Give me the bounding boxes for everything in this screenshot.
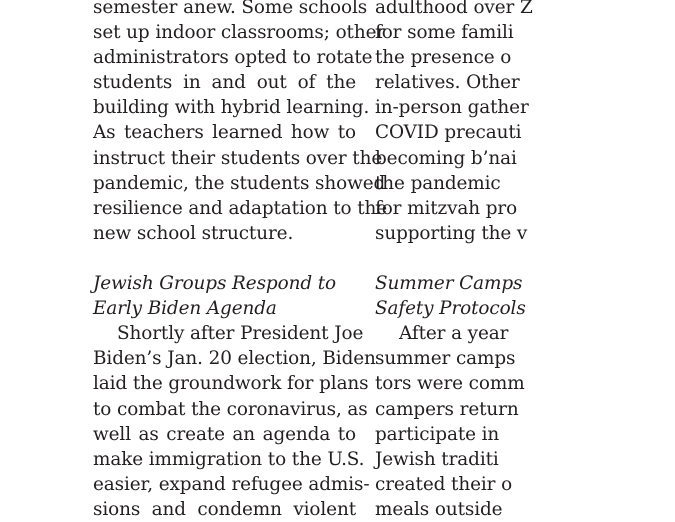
- text-line: After a year: [399, 323, 509, 345]
- text-line: becoming b’nai: [375, 147, 517, 169]
- text-line: COVID precauti: [375, 122, 522, 144]
- paragraph-gap: [93, 246, 356, 271]
- text-line: pandemic, the students showed: [93, 172, 386, 194]
- text-line: sions and condemn violent: [93, 498, 356, 520]
- text-line: building with hybrid learning.: [93, 97, 370, 119]
- text-line: well as create an agenda to: [93, 423, 356, 445]
- text-line: semester anew. Some schools: [93, 0, 368, 18]
- text-line: campers return: [375, 398, 519, 420]
- paragraph-biden-agenda: [93, 321, 376, 522]
- text-line: students in and out of the: [93, 72, 356, 94]
- text-line: summer camps: [375, 348, 516, 370]
- paragraph-mitzvah: [375, 0, 675, 246]
- heading-line: Summer Camps: [375, 273, 523, 295]
- text-line: make immigration to the U.S.: [93, 448, 365, 470]
- text-line: easier, expand refugee admis-: [93, 473, 370, 495]
- paragraph-summer-camps: [375, 321, 675, 522]
- text-line: relatives. Other: [375, 72, 520, 94]
- paragraph-gap: [375, 246, 675, 271]
- text-line: created their o: [375, 473, 513, 495]
- text-line: supporting the v: [375, 222, 528, 244]
- text-line: the pandemic: [375, 172, 501, 194]
- text-line: set up indoor classrooms; other: [93, 22, 386, 44]
- text-line: administrators opted to rotate: [93, 47, 373, 69]
- text-line: participate in: [375, 423, 500, 445]
- section-heading-biden-agenda: [93, 271, 356, 321]
- heading-line: Early Biden Agenda: [93, 298, 277, 320]
- text-line: Jewish traditi: [375, 448, 499, 470]
- text-line: Biden’s Jan. 20 election, Biden: [93, 348, 376, 370]
- text-line: to combat the coronavirus, as: [93, 398, 368, 420]
- text-line: As teachers learned how to: [93, 122, 356, 144]
- text-line: for mitzvah pro: [375, 197, 518, 219]
- section-heading-summer-camps: [375, 271, 675, 321]
- heading-line: Safety Protocols: [375, 298, 526, 320]
- text-line: adulthood over Z: [375, 0, 533, 18]
- text-line: tors were comm: [375, 373, 525, 395]
- text-line: instruct their students over the: [93, 147, 383, 169]
- text-line: resilience and adaptation to the: [93, 197, 388, 219]
- heading-line: Jewish Groups Respond to: [93, 273, 337, 295]
- text-line: meals outside: [375, 498, 503, 520]
- text-line: the presence o: [375, 47, 512, 69]
- text-line: in-person gather: [375, 97, 529, 119]
- right-column: [375, 0, 675, 522]
- text-line: Shortly after President Joe: [117, 323, 364, 345]
- text-line: for some famili: [375, 22, 514, 44]
- left-column: [93, 0, 388, 522]
- text-line: new school structure.: [93, 222, 294, 244]
- text-line: laid the groundwork for plans: [93, 373, 369, 395]
- paragraph-school-structure: [93, 0, 388, 246]
